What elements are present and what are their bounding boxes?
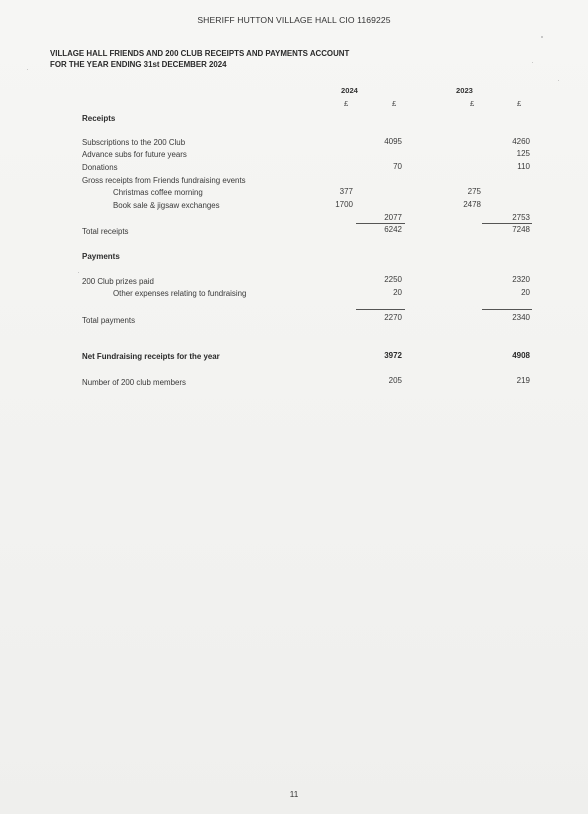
prizes-paid-label: 200 Club prizes paid bbox=[82, 277, 154, 286]
currency-2024-detail: £ bbox=[344, 99, 349, 108]
events-subtotal-2024: 2077 bbox=[384, 213, 402, 222]
total-receipts-2024: 6242 bbox=[384, 225, 402, 234]
currency-2023-total: £ bbox=[517, 99, 522, 108]
book-sale-label: Book sale & jigsaw exchanges bbox=[113, 201, 220, 210]
advance-subs-2023: 125 bbox=[516, 149, 530, 158]
scan-speck bbox=[541, 36, 543, 38]
subscriptions-2023: 4260 bbox=[512, 137, 530, 146]
payments-rule-2024 bbox=[356, 309, 405, 310]
donations-label: Donations bbox=[82, 163, 118, 172]
net-fundraising-label: Net Fundraising receipts for the year bbox=[82, 352, 220, 361]
christmas-coffee-2024: 377 bbox=[339, 187, 353, 196]
scan-speck bbox=[27, 69, 28, 70]
page-number: 11 bbox=[289, 790, 299, 799]
total-payments-label: Total payments bbox=[82, 316, 136, 325]
members-2024: 205 bbox=[388, 376, 402, 385]
currency-2024-total: £ bbox=[392, 99, 397, 108]
scan-speck bbox=[558, 80, 559, 81]
subtotal-rule-2023 bbox=[482, 223, 532, 224]
book-sale-2023: 2478 bbox=[463, 200, 481, 209]
subscriptions-2024: 4095 bbox=[384, 137, 402, 146]
advance-subs-label: Advance subs for future years bbox=[82, 150, 187, 159]
total-receipts-2023: 7248 bbox=[512, 225, 530, 234]
year-2023-header: 2023 bbox=[456, 86, 473, 95]
statement-title bbox=[50, 49, 349, 70]
prizes-paid-2024: 2250 bbox=[384, 275, 402, 284]
other-expenses-2024: 20 bbox=[393, 288, 402, 297]
members-label: Number of 200 club members bbox=[82, 378, 186, 387]
total-payments-2023: 2340 bbox=[512, 313, 530, 322]
subtotal-rule-2024 bbox=[356, 223, 405, 224]
donations-2024: 70 bbox=[393, 162, 402, 171]
events-subtotal-2023: 2753 bbox=[512, 213, 530, 222]
other-expenses-2023: 20 bbox=[521, 288, 530, 297]
prizes-paid-2023: 2320 bbox=[512, 275, 530, 284]
payments-heading: Payments bbox=[82, 252, 120, 261]
statement-title-line2: FOR THE YEAR ENDING 31st DECEMBER 2024 bbox=[50, 59, 227, 69]
christmas-coffee-2023: 275 bbox=[467, 187, 481, 196]
members-2023: 219 bbox=[516, 376, 530, 385]
currency-2023-detail: £ bbox=[470, 99, 475, 108]
other-expenses-label: Other expenses relating to fundraising bbox=[113, 289, 247, 298]
scan-speck bbox=[78, 272, 79, 273]
year-2024-header: 2024 bbox=[341, 86, 358, 95]
scan-speck bbox=[532, 62, 533, 63]
total-payments-2024: 2270 bbox=[384, 313, 402, 322]
donations-2023: 110 bbox=[517, 162, 530, 171]
subscriptions-label: Subscriptions to the 200 Club bbox=[82, 138, 186, 147]
receipts-heading: Receipts bbox=[82, 114, 116, 123]
organisation-header: SHERIFF HUTTON VILLAGE HALL CIO 1169225 bbox=[197, 15, 391, 25]
payments-rule-2023 bbox=[482, 309, 532, 310]
gross-receipts-label: Gross receipts from Friends fundraising events bbox=[82, 176, 246, 185]
net-fundraising-2023: 4908 bbox=[512, 351, 530, 360]
book-sale-2024: 1700 bbox=[335, 200, 353, 209]
total-receipts-label: Total receipts bbox=[82, 227, 129, 236]
net-fundraising-2024: 3972 bbox=[384, 351, 402, 360]
statement-title-line1: VILLAGE HALL FRIENDS AND 200 CLUB RECEIPTS AND PAYMENTS ACCOUNT bbox=[50, 49, 350, 58]
christmas-coffee-label: Christmas coffee morning bbox=[113, 188, 203, 197]
